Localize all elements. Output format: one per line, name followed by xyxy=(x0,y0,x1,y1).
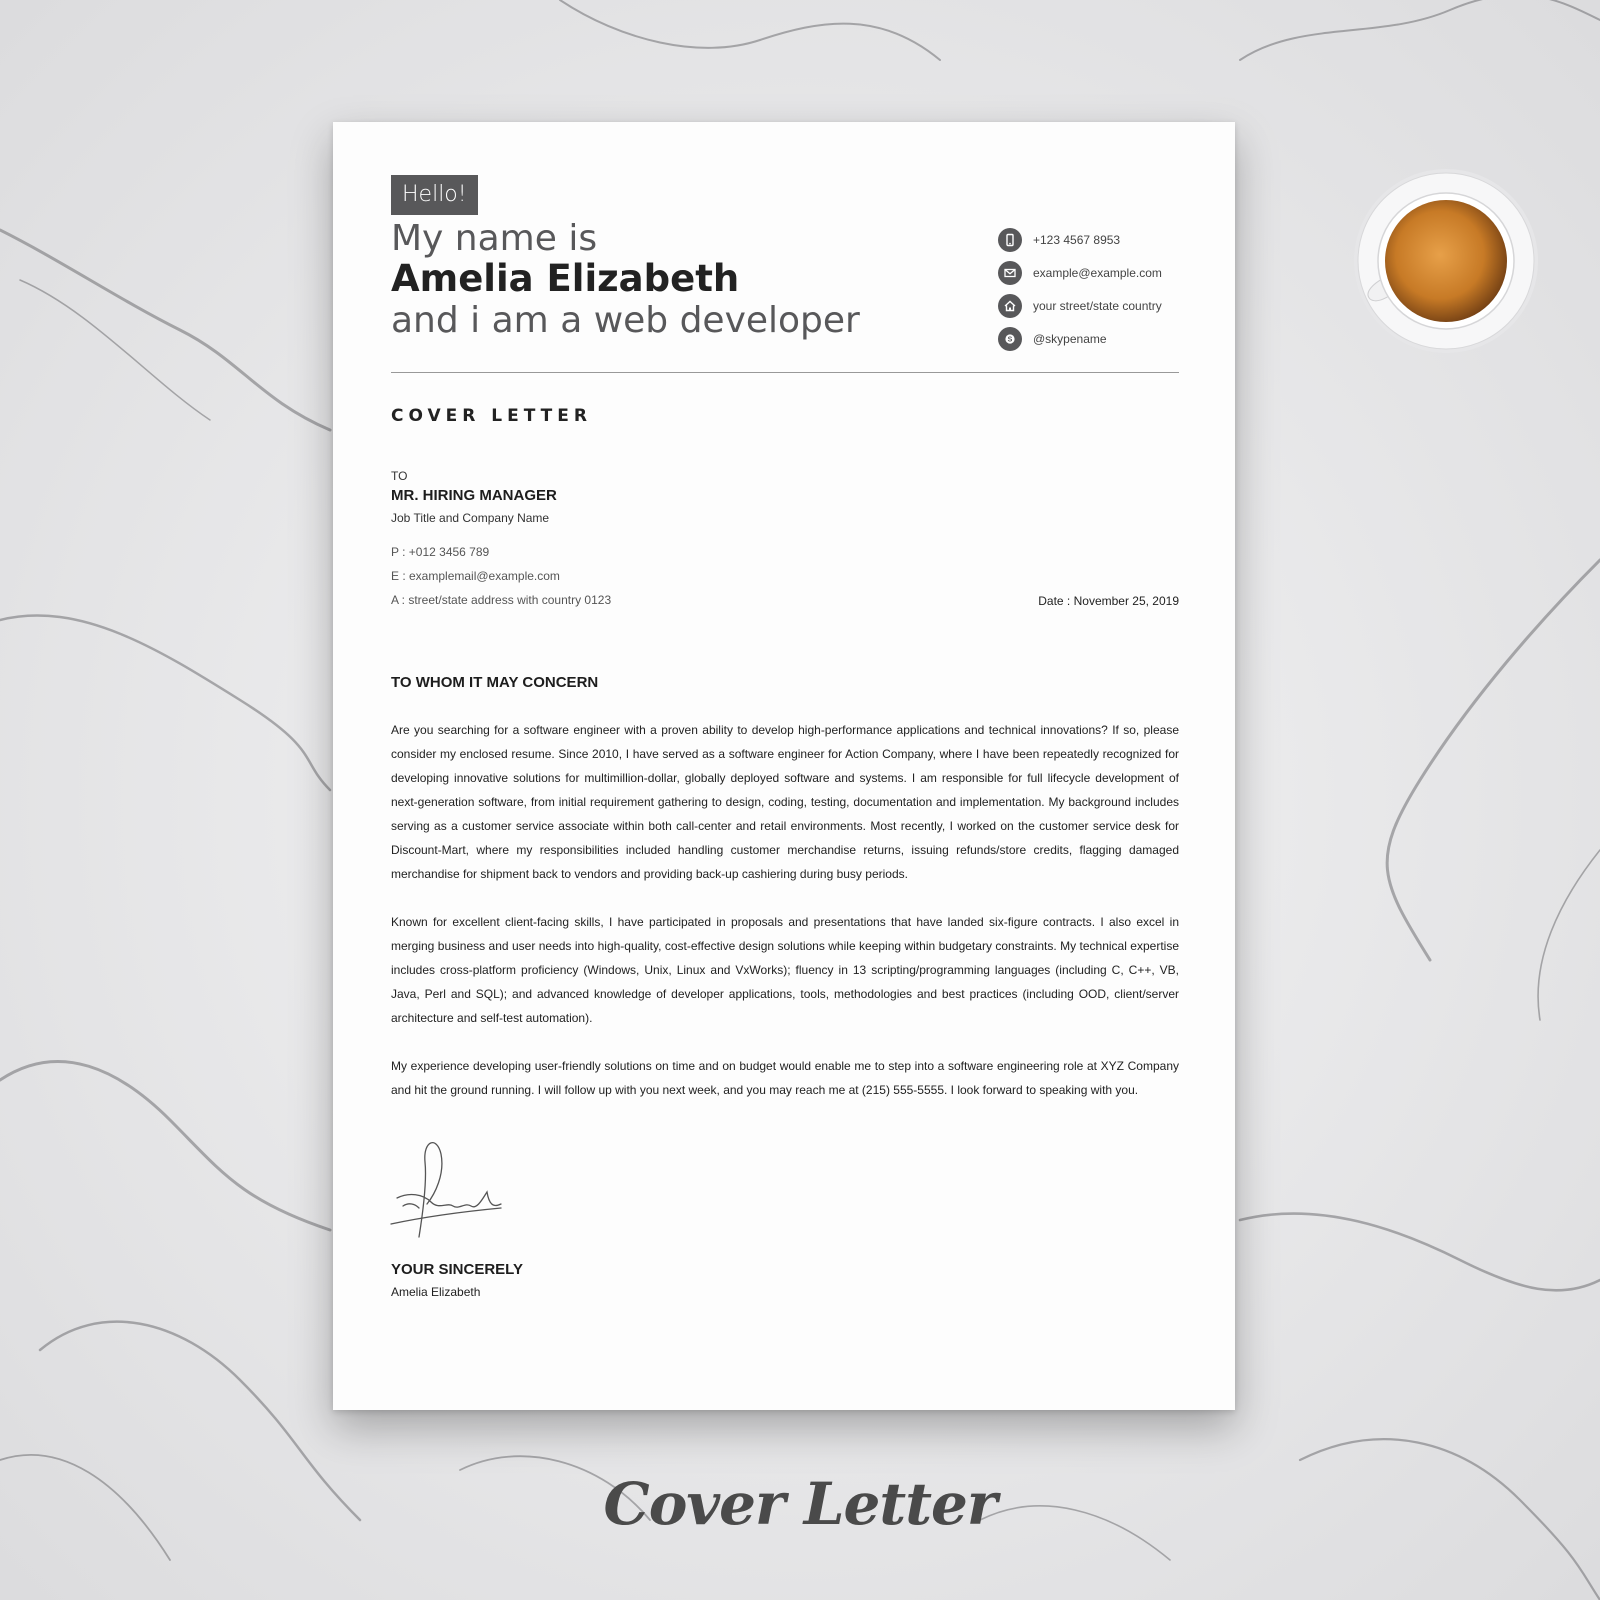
body-paragraph: Known for excellent client-facing skills, I have participated in proposals and presentations that have landed six-figure contracts. I also excel in merging business and user needs into high-quality, cost-effective design solutions while keeping within budgetary constraints. My technical expertise includes cross-platform proficiency (Windows, Unix, Linux and VxWorks); fluency in 13 scripting/programming languages (including C, C++, VB, Java, Perl and SQL); and advanced knowledge of developer applications, tools, methodologies and best practices (including OOD, client/server architecture and self-test automation). xyxy=(391,915,1179,1025)
cover-letter-caption: Cover Letter xyxy=(603,1470,997,1538)
contact-email-text: example@example.com xyxy=(1033,265,1162,280)
section-title: COVER LETTER xyxy=(391,406,592,426)
skype-icon xyxy=(998,327,1022,351)
contact-address xyxy=(998,289,1218,322)
salutation: TO WHOM IT MAY CONCERN xyxy=(391,674,599,691)
signer-name: Amelia Elizabeth xyxy=(391,1285,481,1299)
recipient-job-title: Job Title and Company Name xyxy=(391,511,550,525)
svg-text:S: S xyxy=(1007,336,1013,344)
contact-skype-text: @skypename xyxy=(1033,331,1107,346)
phone-icon xyxy=(998,228,1022,252)
contact-phone xyxy=(998,223,1218,256)
recipient-name: MR. HIRING MANAGER xyxy=(391,487,557,504)
to-label: TO xyxy=(391,469,408,483)
header-divider xyxy=(391,372,1179,373)
contact-list xyxy=(998,223,1218,355)
role-line: and i am a web developer xyxy=(391,300,860,341)
contact-email xyxy=(998,256,1218,289)
closing: YOUR SINCERELY xyxy=(391,1261,523,1278)
greeting-badge: Hello! xyxy=(391,175,478,215)
body-paragraph: My experience developing user-friendly solutions on time and on budget would enable me to step into a software engineering role at XYZ Company and hit the ground running. I will follow up with you next week, and you may reach me at (215) 555-5555. I look forward to speaking with you. xyxy=(391,1059,1179,1097)
letter-date: Date : November 25, 2019 xyxy=(1038,594,1179,608)
recipient-email: E : examplemail@example.com xyxy=(391,569,560,583)
recipient-address: A : street/state address with country 0123 xyxy=(391,593,612,607)
contact-skype xyxy=(998,322,1218,355)
contact-phone-text: +123 4567 8953 xyxy=(1033,232,1121,247)
mail-icon xyxy=(998,261,1022,285)
cover-letter-page xyxy=(333,122,1235,1410)
intro-line: My name is xyxy=(391,218,598,259)
recipient-phone: P : +012 3456 789 xyxy=(391,545,490,559)
signature-image xyxy=(389,1132,507,1247)
contact-address-text: your street/state country xyxy=(1033,298,1162,313)
coffee-cup-image xyxy=(1350,165,1540,355)
body-paragraph: Are you searching for a software engineer with a proven ability to develop high-performance applications and technical innovations? If so, please consider my enclosed resume. Since 2010, I have served as a software engineer for Action Company, where I have been repeatedly recognized for developing innovative solutions for multimillion-dollar, globally deployed software and systems. I am responsible for full lifecycle development of next-generation software, from initial requirement gathering to design, coding, testing, documentation and implementation. My background includes serving as a customer service associate within both call-center and retail environments. Most recently, I worked on the customer service desk for Discount-Mart, where my responsibilities included handling customer merchandise returns, issuing refunds/store credits, flagging damaged merchandise for shipment back to vendors and providing back-up cashiering during busy periods. xyxy=(391,723,1179,881)
full-name: Amelia Elizabeth xyxy=(391,257,740,300)
home-icon xyxy=(998,294,1022,318)
